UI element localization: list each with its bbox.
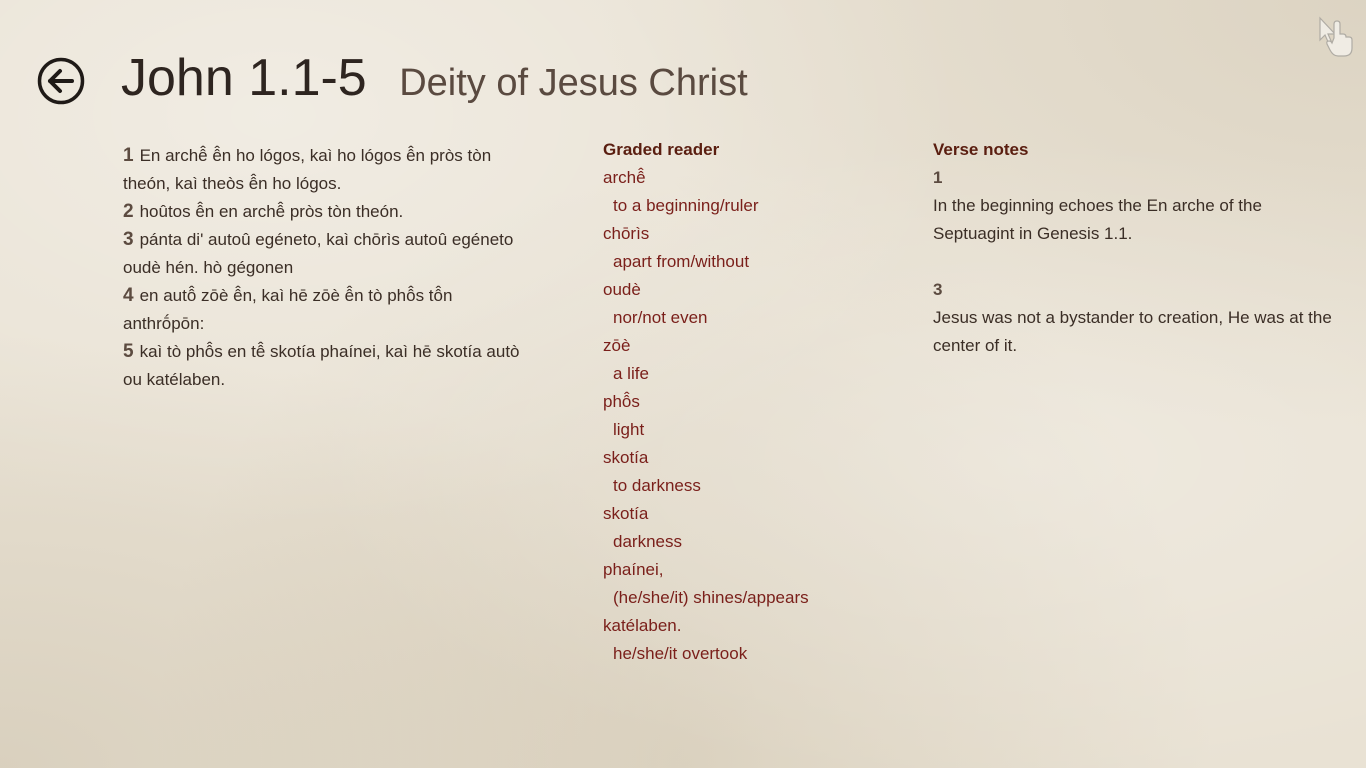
reader-term[interactable]: oudè bbox=[603, 280, 641, 299]
verse-line bbox=[123, 142, 523, 198]
reader-gloss: (he/she/it) shines/appears bbox=[613, 588, 809, 607]
verse-line bbox=[123, 338, 523, 394]
reader-gloss: nor/not even bbox=[613, 308, 708, 327]
reader-gloss: to darkness bbox=[613, 476, 701, 495]
graded-reader-column bbox=[603, 136, 903, 668]
verse-number: 3 bbox=[123, 229, 134, 250]
note-verse-ref: 1 bbox=[933, 168, 943, 187]
verse-text: pánta di' autoû egéneto, kaì chōrìs autoû egéneto oudè hén. hò gégonen bbox=[123, 230, 514, 277]
reader-term[interactable]: phaínei, bbox=[603, 560, 664, 579]
verse-line bbox=[123, 226, 523, 282]
verse-line bbox=[123, 282, 523, 338]
verse-text: kaì tò phô̂s en tê̂ skotía phaínei, kaì hē skotía autò ou katélaben. bbox=[123, 342, 520, 389]
verse-text: en autô̂ zōè ê̂n, kaì hē zōè ê̂n tò phô̂s tô̂n anthrṓpōn: bbox=[123, 286, 453, 333]
page-title bbox=[121, 48, 748, 108]
reader-term[interactable]: skotía bbox=[603, 448, 649, 467]
verse-notes-column bbox=[933, 136, 1333, 388]
verse-text: hoûtos ê̂n en archê̂ pròs tòn theón. bbox=[139, 202, 404, 221]
greek-text-column bbox=[123, 142, 523, 394]
verse-number: 2 bbox=[123, 201, 134, 222]
back-arrow-icon bbox=[37, 57, 85, 105]
note-text: In the beginning echoes the En arche of the Septuagint in Genesis 1.1. bbox=[933, 196, 1262, 243]
verse-number: 5 bbox=[123, 341, 134, 362]
reader-term[interactable]: chōrìs bbox=[603, 224, 650, 243]
passage-subtitle: Deity of Jesus Christ bbox=[399, 62, 748, 104]
verse-notes-heading: Verse notes bbox=[933, 140, 1029, 159]
reader-gloss: apart from/without bbox=[613, 252, 750, 271]
verse-number: 1 bbox=[123, 145, 134, 166]
reader-term[interactable]: katélaben. bbox=[603, 616, 682, 635]
verse-line bbox=[123, 198, 523, 226]
reader-gloss: light bbox=[613, 420, 645, 439]
graded-reader-heading: Graded reader bbox=[603, 140, 720, 159]
reader-term[interactable]: archê̂ bbox=[603, 168, 646, 187]
verse-text: En archê̂ ê̂n ho lógos, kaì ho lógos ê̂n pròs tòn theón, kaì theòs ê̂n ho lógos. bbox=[123, 146, 492, 193]
reader-gloss: a life bbox=[613, 364, 649, 383]
passage-reference: John 1.1-5 bbox=[121, 49, 367, 107]
reader-term[interactable]: skotía bbox=[603, 504, 649, 523]
reader-gloss: to a beginning/ruler bbox=[613, 196, 759, 215]
verse-number: 4 bbox=[123, 285, 134, 306]
back-button[interactable] bbox=[37, 57, 85, 105]
reader-gloss: he/she/it overtook bbox=[613, 644, 748, 663]
reader-term[interactable]: phô̂s bbox=[603, 392, 640, 411]
reader-term[interactable]: zōè bbox=[603, 336, 631, 355]
reader-gloss: darkness bbox=[613, 532, 682, 551]
note-verse-ref: 3 bbox=[933, 280, 943, 299]
hand-pointer-icon bbox=[1316, 16, 1356, 58]
note-text: Jesus was not a bystander to creation, He was at the center of it. bbox=[933, 308, 1332, 355]
